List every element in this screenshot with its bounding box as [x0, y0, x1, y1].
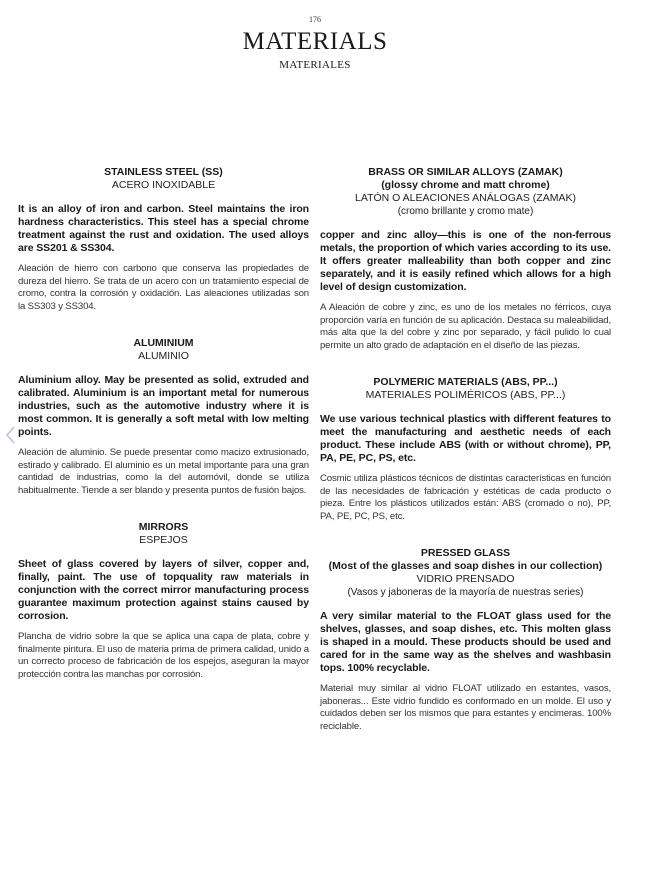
- section-title: ALUMINIUM: [133, 337, 194, 349]
- section-title-note: (Most of the glasses and soap dishes in our collection): [328, 560, 603, 572]
- previous-page-chevron-icon[interactable]: [4, 425, 18, 445]
- section-brass: [320, 166, 611, 352]
- section-mirrors: [18, 521, 309, 681]
- section-title-es: ESPEJOS: [139, 534, 188, 546]
- section-title-es-note: (cromo brillante y cromo mate): [397, 206, 534, 217]
- page-title: MATERIALS: [242, 28, 388, 55]
- section-title-es: LATÓN O ALEACIONES ANÁLOGAS (ZAMAK): [355, 192, 576, 204]
- section-title: PRESSED GLASS: [420, 547, 511, 559]
- page-number: 176: [309, 15, 321, 24]
- section-text-es: Plancha de vidrio sobre la que se aplica una capa de plata, cobre y finalmente pintura. El uso de materia prima de primera calidad, unido a un correcto proceso de fabricación de los espejos, aseguran la mayor protección contra las manchas por corrosión.: [18, 631, 309, 680]
- section-text-en: Aluminium alloy. May be presented as solid, extruded and calibrated. Aluminium is an important metal for numerous industries, such as the automotive industry where it is most common. It is generally a soft metal with low melting points.: [18, 374, 309, 438]
- section-title-note: (glossy chrome and matt chrome): [381, 179, 550, 191]
- left-column: [18, 166, 309, 681]
- right-column: [320, 166, 611, 733]
- section-text-es: Cosmic utiliza plásticos técnicos de distintas características en función de las necesidades de fabricación y estéticas de cada producto o pieza. Entre los plásticos utilizados están: ABS (cromado o no), PP, PA, PE, PC, PS, etc.: [320, 473, 611, 522]
- section-title: POLYMERIC MATERIALS (ABS, PP...): [373, 376, 558, 388]
- section-title: STAINLESS STEEL (SS): [104, 166, 223, 178]
- page-subtitle: MATERIALES: [279, 59, 351, 71]
- section-text-es: A Aleación de cobre y zinc, es uno de los metales no férricos, cuya proporción varía en función de su aplicación. Destaca su maleabilidad, más alta que la del cobre y zinc por separado, y fácil pulido lo cual permite un alto grado de adaptación en el diseño de las piezas.: [320, 302, 611, 351]
- section-text-en: We use various technical plastics with different features to meet the manufacturing and aesthetic needs of each product. These include ABS (with or without chrome), PP, PA, PE, PC, PS, etc.: [320, 413, 611, 464]
- section-text-en: A very similar material to the FLOAT glass used for the shelves, glasses, and soap dishes, etc. This molten glass is shaped in a mould. These products should be used and cared for in the same way as the shelves and washbasin tops. 100% recyclable.: [320, 610, 611, 674]
- section-title-es-note: (Vasos y jaboneras de la mayoría de nuestras series): [347, 587, 584, 598]
- section-text-es: Aleación de aluminio. Se puede presentar como macizo extrusionado, estirado y calibrado. El aluminio es un metal importante para una gran cantidad de industrias, como la del automóvil, donde se utiliza habitualmente. Tiende a ser blando y presenta puntos de fusión bajos.: [18, 447, 309, 496]
- section-text-en: copper and zinc alloy—this is one of the non-ferrous metals, the proportion of which varies according to its use. It offers greater malleability than both copper and zinc separately, and it is easily refined which allows for a high level of design customization.: [320, 229, 611, 293]
- section-title-es: MATERIALES POLIMÉRICOS (ABS, PP...): [365, 389, 566, 401]
- section-text-es: Aleación de hierro con carbono que conserva las propiedades de dureza del hierro. Se trata de un acero con un tratamiento especial de cromo, contra la corrosión y oxidación. Las aleaciones utilizadas son la SS303 y SS304.: [18, 263, 309, 312]
- section-text-en: It is an alloy of iron and carbon. Steel maintains the iron hardness characteristics. This steel has a special chrome treatment against the rust and oxidation. The used alloys are SS201 & SS304.: [18, 203, 309, 254]
- section-title: MIRRORS: [138, 521, 189, 533]
- section-pressed-glass: [320, 547, 611, 733]
- section-title: BRASS OR SIMILAR ALLOYS (ZAMAK): [368, 166, 563, 178]
- section-title-es: ALUMINIO: [138, 350, 189, 362]
- section-aluminium: [18, 337, 309, 497]
- section-stainless-steel: [18, 166, 309, 313]
- section-polymeric: [320, 376, 611, 523]
- section-text-es: Material muy similar al vidrio FLOAT utilizado en estantes, vasos, jaboneras... Este vidrio fundido es conformado en un molde. El uso y cuidados deben ser los mismos que para estantes y encimeras. 100% reciclable.: [320, 683, 611, 732]
- section-title-es: ACERO INOXIDABLE: [111, 179, 216, 191]
- section-text-en: Sheet of glass covered by layers of silver, copper and, finally, paint. The use of topquality raw materials in conjunction with the correct mirror manufacturing process guarantee maximum protection against stains caused by corrosion.: [18, 558, 309, 622]
- section-title-es: VIDRIO PRENSADO: [416, 573, 515, 585]
